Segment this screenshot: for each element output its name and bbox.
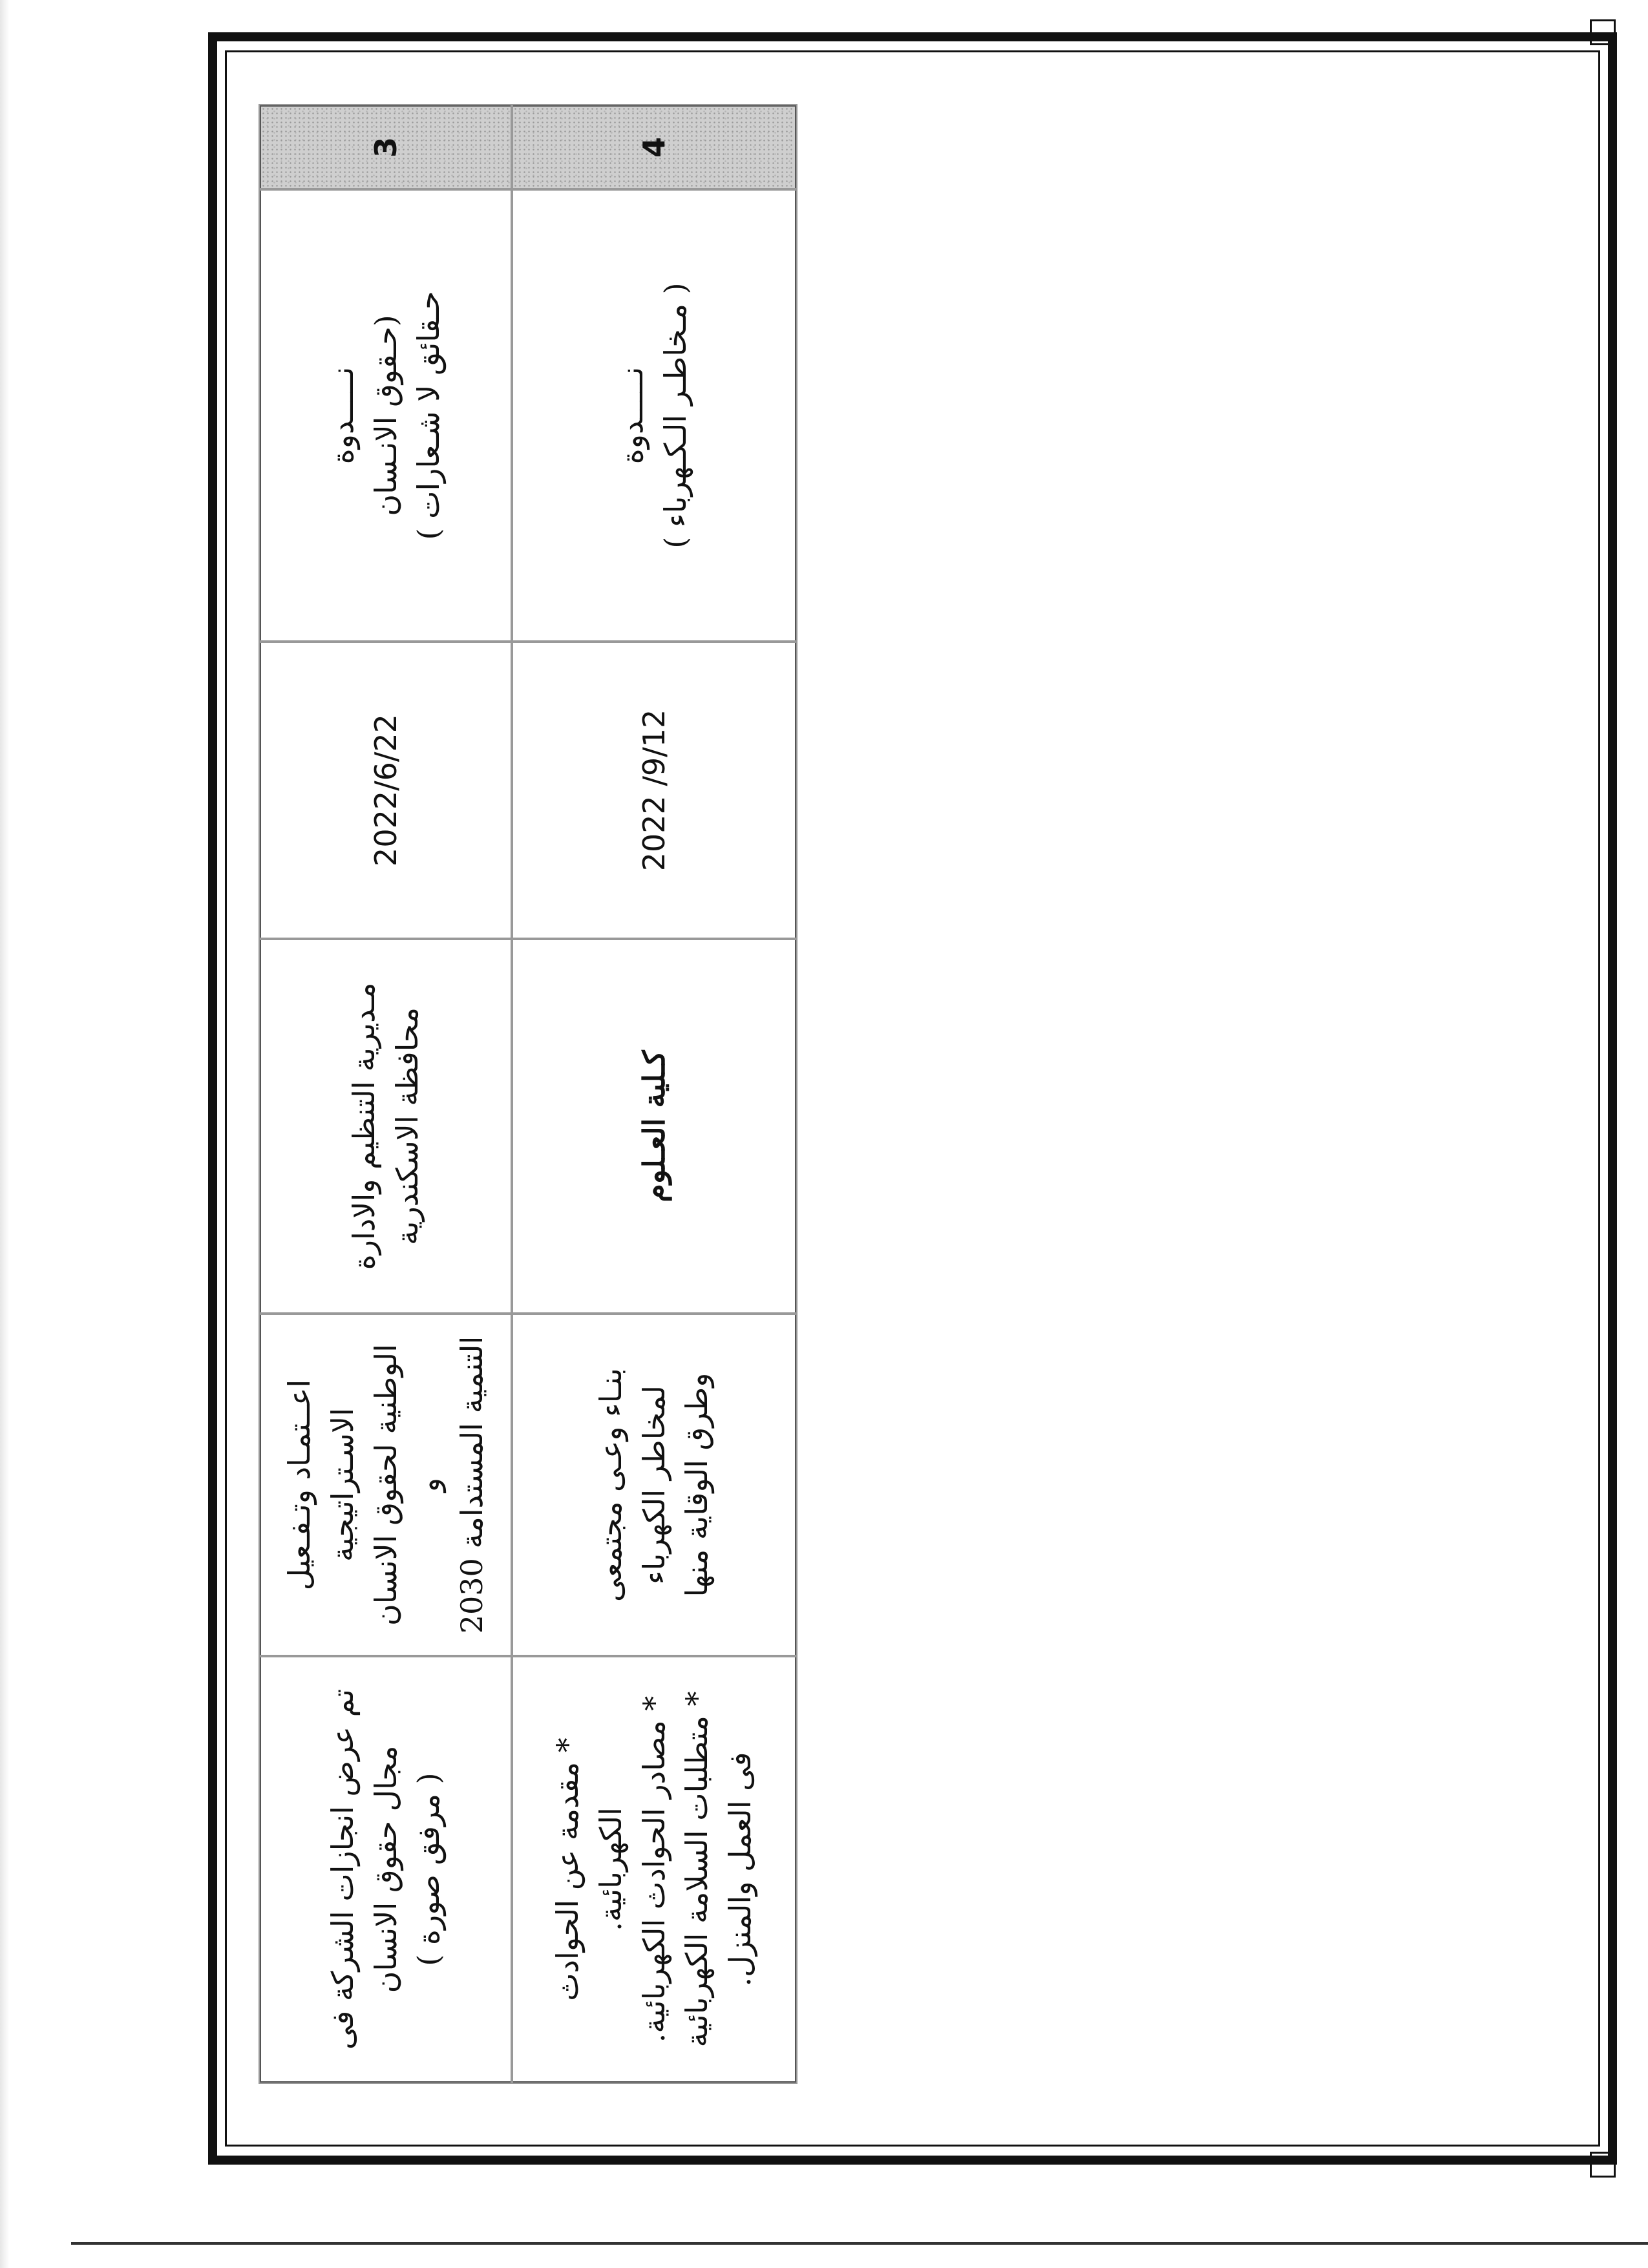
activity-line: حـقائق لا شـعارات )	[411, 291, 447, 540]
row-number: 3	[260, 105, 512, 189]
topic-cell	[260, 1314, 512, 1656]
activity-line: نـــــدوة	[324, 366, 360, 465]
outcome-line: * مقدمة عن الحوادث الكهربائية.	[550, 1738, 628, 2001]
date-cell: 2022 /9/12	[512, 642, 796, 939]
outcome-cell	[512, 1656, 796, 2083]
topic-line: الوطنية لحقوق الانسان و	[368, 1344, 447, 1626]
activity-line: نـــــدوة	[615, 366, 650, 465]
outcome-line: تم عرض انجازات الشركة فى	[324, 1688, 360, 2050]
topic-line: لمخاطر الكهرباء	[636, 1385, 671, 1585]
outcome-line: مجال حقوق الانسان	[368, 1745, 403, 1993]
organizer-cell	[260, 939, 512, 1314]
outcome-line: ( مرفق صورة )	[411, 1772, 447, 1966]
topic-line: وطرق الوقاية منها	[679, 1372, 715, 1597]
border-corner-ornament	[1590, 2152, 1616, 2178]
table-row	[512, 105, 796, 2083]
organizer-cell	[512, 939, 796, 1314]
activity-line: ( مـخاطـر الـكـهرباء )	[658, 282, 693, 549]
activity-cell	[260, 189, 512, 642]
outcome-line: * مصادر الحوادث الكهربائية.	[636, 1696, 671, 2043]
border-corner-ornament	[1590, 19, 1616, 45]
topic-line: اعــتمـاد وتـفـعيل	[282, 1379, 317, 1591]
topic-line: الاسـتراتيجية	[324, 1408, 360, 1562]
outcome-cell	[260, 1656, 512, 2083]
organizer-line: محافظة الاسكندرية	[390, 1007, 425, 1246]
activities-table-wrapper	[259, 107, 795, 2084]
activity-line: (حـقوق الانـسان	[368, 315, 403, 516]
date-cell: 2022/6/22	[260, 642, 512, 939]
topic-line: بنـاء وعـى مجتمعى	[593, 1368, 628, 1602]
row-number: 4	[512, 105, 796, 189]
outcome-line: فى العمل والمنزل.	[723, 1752, 758, 1987]
topic-line: التنمية المستدامة 2030	[454, 1336, 490, 1634]
outcome-line: * متطلبات السلامة الكهربائية	[679, 1691, 715, 2048]
organizer-line: كـلية العـلوم	[636, 1050, 671, 1202]
topic-cell	[512, 1314, 796, 1656]
organizer-line: مـديرية التنظيم والادارة	[346, 982, 382, 1270]
scan-line	[71, 2242, 1648, 2245]
table-row	[260, 105, 512, 2083]
activity-cell	[512, 189, 796, 642]
activities-table	[259, 104, 798, 2084]
scan-edge	[0, 0, 9, 2268]
